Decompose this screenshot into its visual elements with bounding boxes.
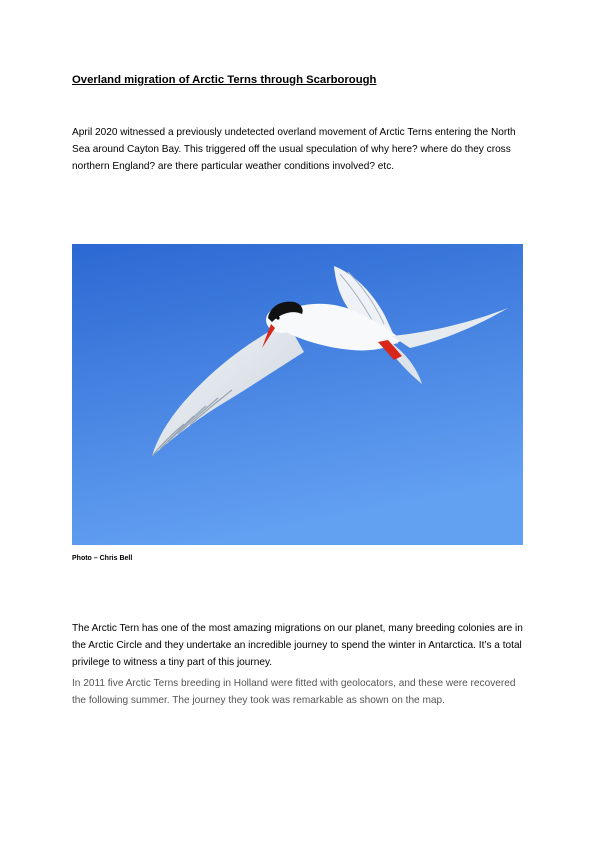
migration-paragraph: The Arctic Tern has one of the most amazing migrations on our planet, many breeding colonies are in the Arctic Circle and they undertake an incredible journey to spend the winter in Antarctica. It’s a total privilege to witness a tiny part of this journey. (72, 623, 523, 669)
document-title: Overland migration of Arctic Terns through Scarborough (72, 74, 377, 86)
arctic-tern-illustration (72, 244, 523, 545)
intro-paragraph: April 2020 witnessed a previously undetected overland movement of Arctic Terns entering the North Sea around Cayton Bay. This triggered off the usual speculation of why here? where do they cross northern England? are there particular weather conditions involved? etc. (72, 127, 516, 173)
photo-caption: Photo – Chris Bell (72, 555, 133, 562)
geolocator-paragraph: In 2011 five Arctic Terns breeding in Holland were fitted with geolocators, and these were recovered the following summer. The journey they took was remarkable as shown on the map. (72, 678, 516, 707)
arctic-tern-photo (72, 244, 523, 545)
sky-background (72, 244, 523, 545)
